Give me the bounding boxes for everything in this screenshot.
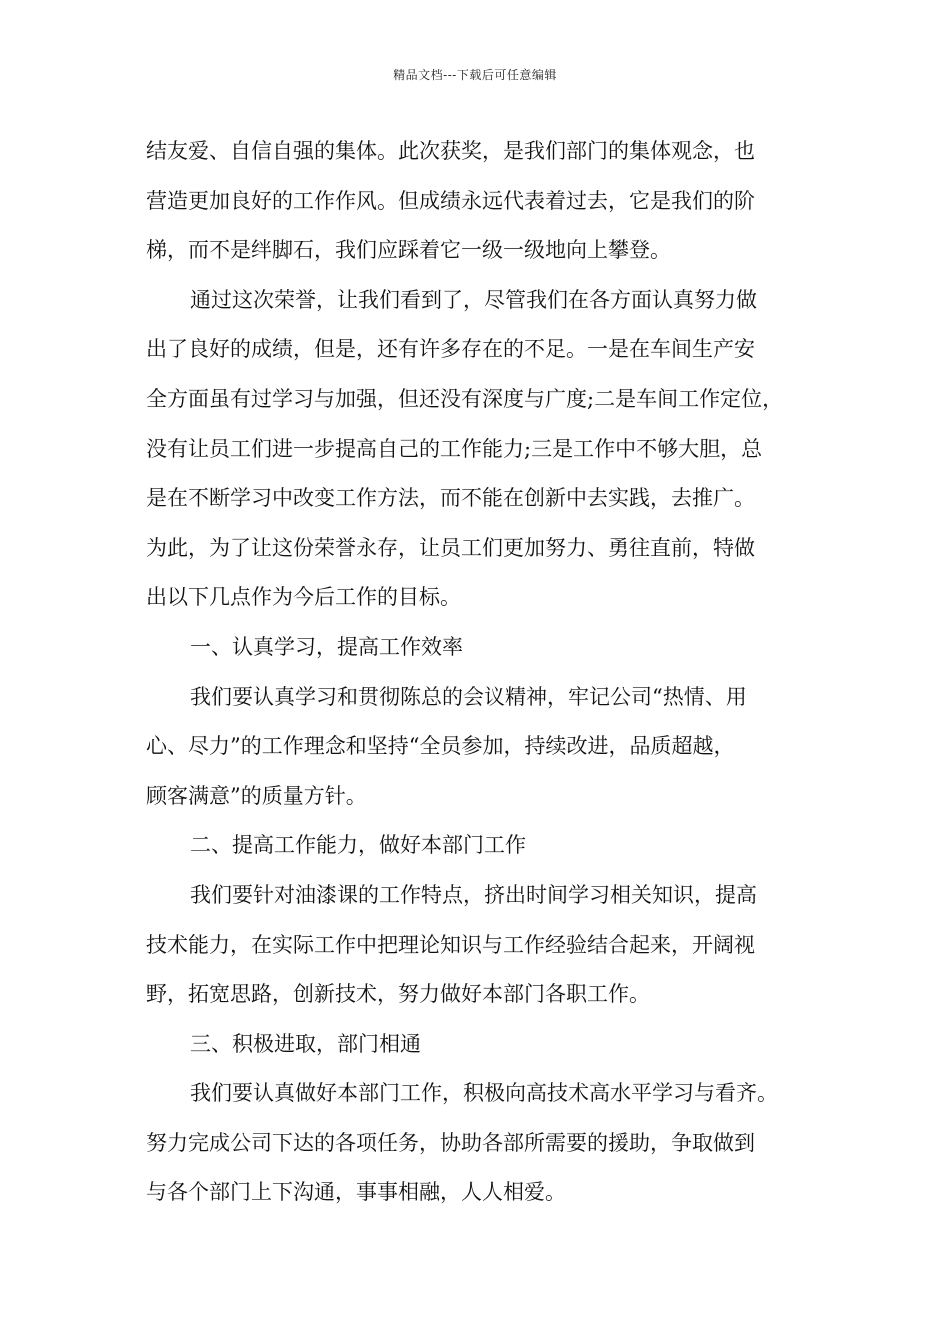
page-header: 精品文档---下载后可任意编辑 bbox=[393, 68, 557, 82]
paragraph-first-line: 我们要认真做好本部门工作，积极向高技术高水平学习与看齐。 bbox=[190, 1081, 778, 1106]
text-line: 营造更加良好的工作作风。但成绩永远代表着过去，它是我们的阶 bbox=[146, 188, 755, 213]
text-line: 心、尽力”的工作理念和坚持“全员参加，持续改进，品质超越， bbox=[146, 734, 735, 759]
text-line: 野，拓宽思路，创新技术，努力做好本部门各职工作。 bbox=[146, 982, 650, 1007]
paragraph-first-line: 我们要认真学习和贯彻陈总的会议精神，牢记公司“热情、用 bbox=[190, 684, 747, 709]
text-line: 没有让员工们进一步提高自己的工作能力;三是工作中不够大胆，总 bbox=[146, 436, 763, 461]
text-line: 为此，为了让这份荣誉永存，让员工们更加努力、勇往直前，特做 bbox=[146, 535, 755, 560]
text-line: 全方面虽有过学习与加强，但还没有深度与广度;二是车间工作定位， bbox=[146, 386, 784, 411]
text-line: 努力完成公司下达的各项任务，协助各部所需要的援助，争取做到 bbox=[146, 1130, 755, 1155]
paragraph-first-line: 通过这次荣誉，让我们看到了，尽管我们在各方面认真努力做 bbox=[190, 287, 757, 312]
text-line: 结友爱、自信自强的集体。此次获奖，是我们部门的集体观念，也 bbox=[146, 139, 755, 163]
text-line: 出以下几点作为今后工作的目标。 bbox=[146, 585, 461, 610]
document-body bbox=[146, 127, 836, 1218]
text-line: 梯，而不是绊脚石，我们应踩着它一级一级地向上攀登。 bbox=[146, 238, 671, 263]
paragraph-first-line: 我们要针对油漆课的工作特点，挤出时间学习相关知识，提高 bbox=[190, 882, 757, 907]
section-heading: 一、认真学习，提高工作效率 bbox=[190, 634, 463, 659]
text-line: 顾客满意”的质量方针。 bbox=[146, 783, 367, 808]
section-heading: 三、积极进取，部门相通 bbox=[190, 1031, 421, 1056]
text-line: 是在不断学习中改变工作方法，而不能在创新中去实践，去推广。 bbox=[146, 486, 755, 511]
text-line: 与各个部门上下沟通，事事相融，人人相爱。 bbox=[146, 1180, 566, 1205]
text-line: 技术能力，在实际工作中把理论知识与工作经验结合起来，开阔视 bbox=[146, 932, 755, 957]
text-line: 出了良好的成绩，但是，还有许多存在的不足。一是在车间生产安 bbox=[146, 337, 755, 362]
section-heading: 二、提高工作能力，做好本部门工作 bbox=[190, 833, 526, 858]
